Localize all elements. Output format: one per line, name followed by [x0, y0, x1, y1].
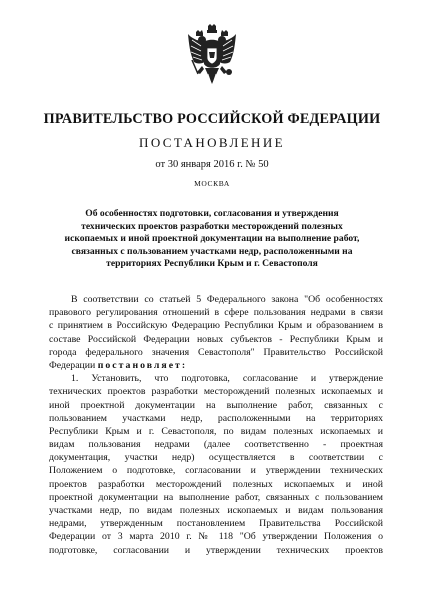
- body-line: проектов разработки месторождений полезных ископаемых и иной: [49, 478, 383, 490]
- body-line: документация, участки недр) осуществляется в соответствии с: [49, 452, 383, 464]
- body-line: видам пользования недрами (далее соответственно - проектная: [49, 439, 383, 451]
- body-line: правового регулирования отношений в сфере пользования недрами в связи: [49, 307, 383, 319]
- body-line: пользованием участками недр, расположенными на территориях: [49, 412, 383, 424]
- body-line: Федерации от 3 марта 2010 г. № 118 "Об утверждении Положения о: [49, 531, 383, 543]
- title-line: технических проектов разработки месторождений полезных: [81, 220, 343, 232]
- title-line: связанных с пользованием участками недр, расположенными на: [71, 245, 353, 257]
- body-line: составе Российской Федерации новых субъектов - Республики Крым и: [49, 333, 383, 345]
- title-line: ископаемых и иной проектной документации на выполнение работ,: [64, 233, 360, 245]
- decree-prefix: Федерации: [49, 359, 98, 371]
- russian-coat-of-arms-icon: [187, 24, 237, 90]
- body-line: Положением о подготовке, согласовании и утверждении технических: [49, 465, 383, 477]
- government-title: ПРАВИТЕЛЬСТВО РОССИЙСКОЙ ФЕДЕРАЦИИ: [43, 111, 381, 127]
- body-line: недрами, утвержденным постановлением Правительства Российской: [49, 518, 383, 530]
- document-body: [49, 293, 383, 557]
- document-date-number: от 30 января 2016 г. № 50: [155, 159, 269, 170]
- title-line: Об особенностях подготовки, согласования и утверждения: [85, 208, 339, 219]
- body-line: 1. Установить, что подготовка, согласование и утверждение: [71, 373, 383, 385]
- body-line: технических проектов разработки месторождений полезных ископаемых и: [49, 386, 383, 398]
- body-line: иной проектной документации на выполнение работ, связанных с: [49, 399, 383, 411]
- body-line: участками недр, по видам полезных ископаемых и видам пользования: [49, 505, 383, 516]
- document-city: МОСКВА: [194, 179, 230, 188]
- decree-word: постановляет:: [97, 359, 188, 371]
- body-line: подготовке, согласовании и утверждении технических проектов: [49, 544, 383, 556]
- document-title: [30, 208, 394, 271]
- title-line: территориях Республики Крым и г. Севастополя: [106, 258, 318, 270]
- body-line-decree: [49, 359, 383, 372]
- body-line: В соответствии со статьей 5 Федерального закона "Об особенностях: [71, 294, 383, 305]
- body-line: города федерального значения Севастополя" Правительство Российской: [49, 346, 383, 358]
- body-line: проектной документации на выполнение работ, связанных с пользованием: [49, 491, 383, 503]
- body-line: Республики Крым и г. Севастополя, по видам полезных ископаемых и: [49, 425, 383, 437]
- body-line: с принятием в Российскую Федерацию Республики Крым и образованием в: [49, 320, 383, 332]
- document-type: ПОСТАНОВЛЕНИЕ: [139, 135, 285, 150]
